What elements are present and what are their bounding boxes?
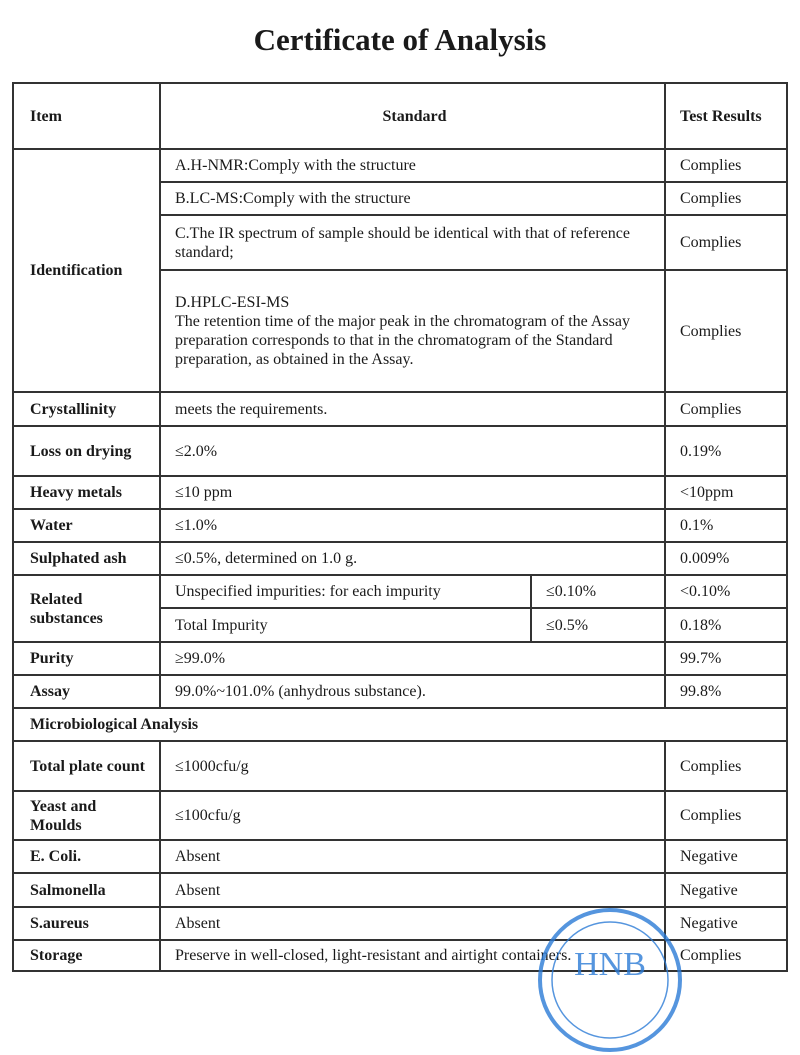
result-cell: Complies [665, 940, 787, 971]
standard-cell: ≤1000cfu/g [160, 741, 665, 791]
item-cell: Water [13, 509, 160, 542]
table-row [13, 575, 787, 608]
standard-cell: 99.0%~101.0% (anhydrous substance). [160, 675, 665, 708]
result-cell: 99.7% [665, 642, 787, 675]
standard-cell: Absent [160, 907, 665, 940]
standard-cell: ≥99.0% [160, 642, 665, 675]
item-cell: Salmonella [13, 873, 160, 907]
result-cell: Negative [665, 873, 787, 907]
item-cell: Storage [13, 940, 160, 971]
header-results: Test Results [665, 83, 787, 149]
standard-cell: ≤100cfu/g [160, 791, 665, 840]
result-cell: 0.19% [665, 426, 787, 476]
table-row [13, 642, 787, 675]
micro-heading: Microbiological Analysis [13, 708, 787, 741]
item-cell: Heavy metals [13, 476, 160, 509]
item-cell: S.aureus [13, 907, 160, 940]
table-row [13, 741, 787, 791]
standard-cell: ≤2.0% [160, 426, 665, 476]
result-cell: Complies [665, 215, 787, 270]
table-row [13, 476, 787, 509]
limit-cell: ≤0.10% [531, 575, 665, 608]
svg-text:HNB: HNB [574, 946, 646, 983]
item-cell: Total plate count [13, 741, 160, 791]
standard-text: The retention time of the major peak in the chromatogram of the Assay preparation corresponds to that in the chromatogram of the Standard preparation, as obtained in the Assay. [175, 313, 630, 368]
table-row [13, 907, 787, 940]
standard-cell: meets the requirements. [160, 392, 665, 426]
standard-cell: Total Impurity [160, 608, 531, 642]
table-header [13, 83, 787, 149]
limit-cell: ≤0.5% [531, 608, 665, 642]
result-cell: Complies [665, 182, 787, 215]
standard-cell: Unspecified impurities: for each impurity [160, 575, 531, 608]
item-cell: Loss on drying [13, 426, 160, 476]
standard-cell: C.The IR spectrum of sample should be identical with that of reference standard; [160, 215, 665, 270]
standard-cell: Preserve in well-closed, light-resistant and airtight containers. [160, 940, 665, 971]
standard-cell: ≤10 ppm [160, 476, 665, 509]
table-row [13, 426, 787, 476]
result-cell: Complies [665, 270, 787, 392]
item-cell: Yeast and Moulds [13, 791, 160, 840]
header-item: Item [13, 83, 160, 149]
result-cell: 0.1% [665, 509, 787, 542]
table-row [13, 392, 787, 426]
result-cell: Complies [665, 791, 787, 840]
item-cell: Purity [13, 642, 160, 675]
item-cell: Assay [13, 675, 160, 708]
table-row [13, 873, 787, 907]
standard-cell: A.H-NMR:Comply with the structure [160, 149, 665, 182]
table-row [13, 509, 787, 542]
table-row [13, 840, 787, 873]
table-row [13, 940, 787, 971]
result-cell: 0.18% [665, 608, 787, 642]
standard-cell: ≤1.0% [160, 509, 665, 542]
result-cell: Complies [665, 741, 787, 791]
standard-cell: Absent [160, 840, 665, 873]
standard-title: D.HPLC-ESI-MS [175, 294, 290, 311]
standard-cell [160, 270, 665, 392]
result-cell: <0.10% [665, 575, 787, 608]
standard-cell: ≤0.5%, determined on 1.0 g. [160, 542, 665, 575]
result-cell: 99.8% [665, 675, 787, 708]
result-cell: <10ppm [665, 476, 787, 509]
item-cell: Crystallinity [13, 392, 160, 426]
result-cell: Complies [665, 392, 787, 426]
item-identification: Identification [13, 149, 160, 392]
standard-cell: B.LC-MS:Comply with the structure [160, 182, 665, 215]
item-cell: E. Coli. [13, 840, 160, 873]
page-title: Certificate of Analysis [253, 22, 547, 57]
result-cell: 0.009% [665, 542, 787, 575]
standard-cell: Absent [160, 873, 665, 907]
table-row [13, 675, 787, 708]
coa-table [12, 82, 788, 972]
table-row [13, 791, 787, 840]
item-cell: Sulphated ash [13, 542, 160, 575]
result-cell: Complies [665, 149, 787, 182]
result-cell: Negative [665, 907, 787, 940]
table-row [13, 149, 787, 182]
header-standard: Standard [160, 83, 665, 149]
section-heading-row [13, 708, 787, 741]
item-related-substances: Related substances [13, 575, 160, 642]
result-cell: Negative [665, 840, 787, 873]
table-row [13, 542, 787, 575]
